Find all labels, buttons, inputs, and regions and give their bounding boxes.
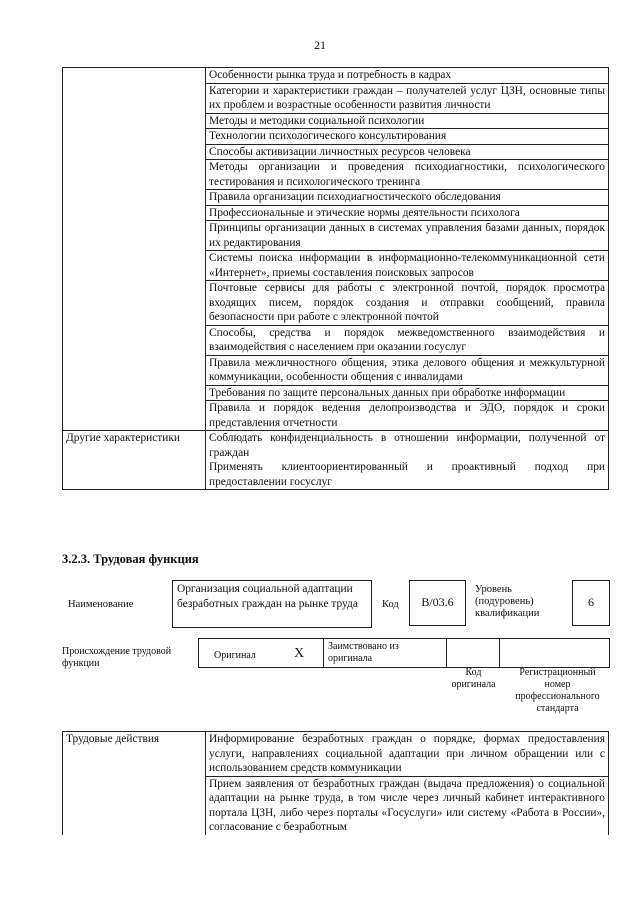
knowledge-item: Принципы организации данных в системах управления базами данных, порядок их редактирования (206, 221, 609, 251)
original-mark: X (294, 646, 305, 661)
function-name-box (172, 580, 372, 628)
knowledge-item: Технологии психологического консультирования (206, 129, 609, 145)
name-label: Наименование (68, 599, 134, 610)
table-row (63, 431, 609, 490)
reg-number-caption: Регистрационный номер профессионального стандарта (515, 667, 600, 714)
labor-action-item: Информирование безработных граждан о порядке, формах предоставления услуги, направлениях социальной адаптации при личном обращении или с использованием средств коммуникации (206, 732, 609, 777)
code-original-caption: Код оригинала (451, 667, 496, 690)
origin-divider-1 (323, 639, 324, 667)
knowledge-item: Правила и порядок ведения делопроизводства и ЭДО, порядок и сроки представления отчетности (206, 401, 609, 431)
function-name: Организация социальной адаптации безработных граждан на рынке труда (177, 583, 358, 610)
function-code: B/03.6 (421, 595, 454, 609)
knowledge-item: Системы поиска информации в информационно-телекоммуникационной сети «Интернет», приемы составления поисковых запросов (206, 251, 609, 281)
knowledge-item: Правила межличностного общения, этика делового общения и межкультурной коммуникации, особенности общения с инвалидами (206, 355, 609, 385)
borrowed-label: Заимствовано из оригинала (328, 641, 399, 664)
knowledge-item: Требования по защите персональных данных при обработке информации (206, 385, 609, 401)
knowledge-item: Почтовые сервисы для работы с электронной почтой, порядок просмотра входящих писем, порядок создания и отправки сообщений, правила безопасности при работе с электронной почтой (206, 281, 609, 326)
table-row (63, 68, 609, 84)
knowledge-item: Профессиональные и этические нормы деятельности психолога (206, 205, 609, 221)
page-number: 21 (314, 38, 326, 52)
level-box (572, 580, 610, 626)
level-label: Уровень (подуровень) квалификации (475, 584, 540, 619)
section-title: 3.2.3. Трудовая функция (62, 552, 199, 566)
origin-divider-3 (499, 639, 500, 667)
table-row (63, 732, 609, 777)
other-characteristic-item: Соблюдать конфиденциальность в отношении информации, полученной от граждан (209, 432, 605, 459)
knowledge-item: Правила организации психодиагностического обследования (206, 190, 609, 206)
labor-actions-label: Трудовые действия (63, 732, 206, 835)
knowledge-item: Особенности рынка труда и потребность в кадрах (206, 68, 609, 84)
knowledge-item: Категории и характеристики граждан – получателей услуг ЦЗН, основные типы их проблем и возрастные особенности развития личности (206, 83, 609, 113)
code-label: Код (382, 599, 399, 610)
other-characteristics-label: Другие характеристики (63, 431, 206, 490)
other-characteristics-cell (206, 431, 609, 490)
knowledge-item: Способы, средства и порядок межведомственного взаимодействия и взаимодействия с населением при оказании госуслуг (206, 325, 609, 355)
labor-action-item: Прием заявления от безработных граждан (выдача предложения) о социальной адаптации на рынке труда, в том числе через личный кабинет интерактивного портала ЦЗН, либо через порталы «Госуслуги» или систему «Работа в России», согласование с безработным (206, 776, 609, 835)
level-value: 6 (588, 595, 594, 609)
other-characteristic-item: Применять клиентоориентированный и проактивный подход при предоставлении госуслуг (209, 461, 605, 488)
knowledge-item: Способы активизации личностных ресурсов человека (206, 144, 609, 160)
knowledge-table (62, 67, 609, 490)
actions-table (62, 731, 609, 835)
origin-label: Происхождение трудовой функции (62, 646, 172, 669)
origin-divider-2 (446, 639, 447, 667)
code-box (409, 580, 466, 626)
row-label-empty (63, 68, 206, 431)
original-label: Оригинал (214, 650, 256, 661)
knowledge-item: Методы и методики социальной психологии (206, 113, 609, 129)
knowledge-item: Методы организации и проведения психодиагностики, психологического тестирования и психологического тренинга (206, 160, 609, 190)
